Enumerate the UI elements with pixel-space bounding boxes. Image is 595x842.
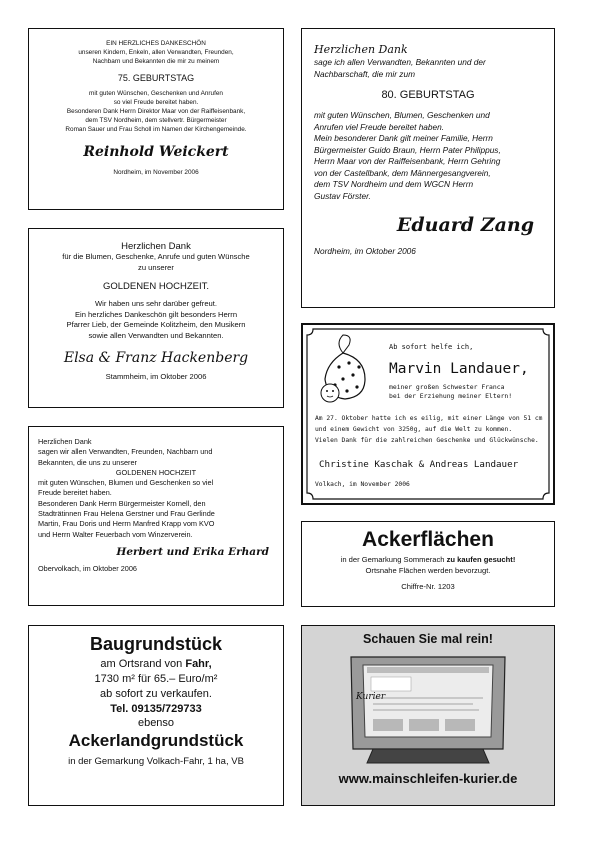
text-line [29, 658, 283, 670]
text-line: EIN HERZLICHES DANKESCHÖN [106, 40, 206, 47]
text-line: dem TSV Nordheim und dem WGCN Herrn [314, 179, 474, 189]
occasion-heading: 80. GEBURTSTAG [381, 89, 475, 101]
occasion-heading: 75. GEBURTSTAG [117, 73, 195, 83]
text-line: Bekannten, die uns zu unserer [38, 457, 137, 467]
text-line: meiner großen Schwester Franca [389, 383, 505, 391]
occasion-heading: GOLDENEN HOCHZEIT [115, 467, 197, 477]
text-line: Vielen Dank für die zahlreichen Geschenke und Glückwünsche. [315, 437, 539, 444]
text-line: und Herrn Walter Feuerbach vom Winzerverein. [38, 529, 193, 539]
ad-golden-wedding-erhard [28, 426, 284, 606]
location-text: am Ortsrand von [100, 658, 186, 670]
baby-bundle-icon [313, 333, 373, 403]
text-line: Stadträtinnen Frau Helena Gerstner und Frau Gerlinde [38, 509, 215, 519]
location-text: in der Gemarkung Sommerach [340, 555, 447, 564]
text-line: und einem Gewicht von 3250g, auf die Welt zu kommen. [315, 426, 513, 433]
ad-title: Ackerflächen [362, 528, 494, 551]
phone-number: Tel. 09135/729733 [110, 703, 202, 715]
wanted-text: zu kaufen gesucht! [446, 555, 516, 564]
text-line: Nachbarn und Bekannten die mir zu meinem [92, 58, 220, 65]
intro-text [29, 39, 283, 66]
text-line: mit guten Wünschen, Geschenken und Anrufen [89, 90, 223, 97]
price-text: 1730 m² für 65.– Euro/m² [94, 673, 218, 685]
text-line: Bürgermeister Guido Braun, Herrn Pater Philippus, [314, 144, 501, 155]
text-line: für die Blumen, Geschenke, Anrufe und guten Wünsche [62, 252, 250, 261]
text-line: Besonderen Dank Herrn Bürgermeister Kornell, den [38, 498, 206, 508]
text-line: Gustav Förster. [314, 190, 371, 201]
parents-names: Christine Kaschak & Andreas Landauer [319, 459, 519, 470]
text-line: Am 27. Oktober hatte ich es eilig, mit einer Länge von 51 cm [315, 415, 543, 422]
ad-title: Baugrundstück [89, 634, 222, 654]
intro-text [29, 252, 283, 273]
place-date: Nordheim, im Oktober 2006 [314, 246, 416, 256]
ad-birthday-80 [301, 28, 555, 308]
baby-name: Marvin Landauer, [389, 361, 529, 377]
also-text: ebenso [137, 717, 175, 729]
place-date: Stammheim, im Oktober 2006 [105, 371, 207, 381]
ad-farmland-wanted [301, 521, 555, 607]
sale-text: ab sofort zu verkaufen. [100, 688, 212, 700]
place-date: Nordheim, im November 2006 [113, 169, 199, 176]
heading: Herzlichen Dank [121, 241, 191, 252]
intro-text [38, 437, 283, 468]
body-text [29, 299, 283, 341]
monitor-illustration [343, 651, 513, 769]
text-line [302, 555, 554, 566]
text-line: Freude bereitet haben. [38, 488, 112, 498]
text-line: sowie allen Verwandten und Bekannten. [88, 330, 224, 340]
ad-birthday-75 [28, 28, 284, 210]
text-line: Herrn Maar von der Raiffeisenbank, Herrn Gehring [314, 156, 501, 166]
text-line: so viel Freude bereitet haben. [113, 99, 199, 106]
preference-text: Ortsnahe Flächen werden bevorzugt. [365, 565, 491, 575]
intro-line: Ab sofort helfe ich, [389, 343, 474, 351]
text-line: dem TSV Nordheim, dem stellvertr. Bürgermeister [85, 117, 227, 124]
ad-kurier-website [301, 625, 555, 806]
ad-subtitle: Ackerlandgrundstück [68, 731, 244, 750]
signature: Elsa & Franz Hackenberg [63, 349, 249, 366]
text-line: Herzlichen Dank [38, 437, 92, 446]
website-url: www.mainschleifen-kurier.de [338, 771, 518, 786]
body-text [38, 478, 283, 540]
body-text [29, 89, 283, 134]
body-text [315, 413, 542, 446]
text-line: Nachbarschaft, die mir zum [314, 68, 415, 79]
text-line: Ein herzliches Dankeschön gilt besonders Herrn [74, 309, 238, 319]
cipher-number: Chiffre-Nr. 1203 [401, 582, 455, 592]
body-text [314, 110, 554, 202]
heading: Herzlichen Dank [314, 43, 408, 56]
text-line: von der Castellbank, dem Männergesangverein, [314, 167, 491, 178]
sub-text [389, 383, 512, 401]
text-line: bei der Erziehung meiner Eltern! [389, 392, 513, 400]
text-line: Wir haben uns sehr darüber gefreut. [95, 299, 217, 309]
place-date: Volkach, im November 2006 [315, 481, 410, 488]
ad-headline: Schauen Sie mal rein! [363, 632, 493, 646]
text-line: mit guten Wünschen, Blumen, Geschenken und [314, 110, 490, 120]
text-line: Pfarrer Lieb, der Gemeinde Kolitzheim, den Musikern [66, 320, 246, 330]
ad-golden-wedding-hackenberg [28, 228, 284, 408]
text-line: Anrufen viel Freude bereitet haben. [314, 121, 445, 132]
occasion-heading: GOLDENEN HOCHZEIT. [102, 281, 210, 293]
screen-logo: Kurier [356, 692, 386, 702]
text-line: Mein besonderer Dank gilt meiner Familie, Herrn [314, 133, 493, 143]
text-line: Besonderen Dank Herrn Direktor Maar von der Raiffeisenbank, [66, 108, 246, 115]
text-line: Roman Sauer und Frau Scholl im Namen der Kirchengemeinde. [65, 126, 247, 133]
text-line: sage ich allen Verwandten, Bekannten und der [314, 57, 486, 67]
ad-birth-announcement [301, 323, 555, 505]
place-date: Obervolkach, im Oktober 2006 [38, 563, 137, 573]
signature: Reinhold Weickert [83, 144, 229, 160]
text-line: sagen wir allen Verwandten, Freunden, Nachbarn und [38, 447, 213, 457]
text-line: mit guten Wünschen, Blumen und Geschenken so viel [38, 478, 214, 488]
text-line: Martin, Frau Doris und Herrn Manfred Krapp vom KVO [38, 519, 215, 529]
area-text: in der Gemarkung Volkach-Fahr, 1 ha, VB [68, 756, 244, 767]
town-text: Fahr, [185, 658, 212, 670]
ad-building-plot [28, 625, 284, 806]
signature: Herbert und Erika Erhard [116, 545, 269, 558]
text-line: unseren Kindern, Enkeln, allen Verwandten, Freunden, [78, 49, 234, 56]
text-line: zu unserer [138, 262, 174, 272]
signature: Eduard Zang [396, 214, 534, 236]
intro-text [314, 57, 554, 80]
